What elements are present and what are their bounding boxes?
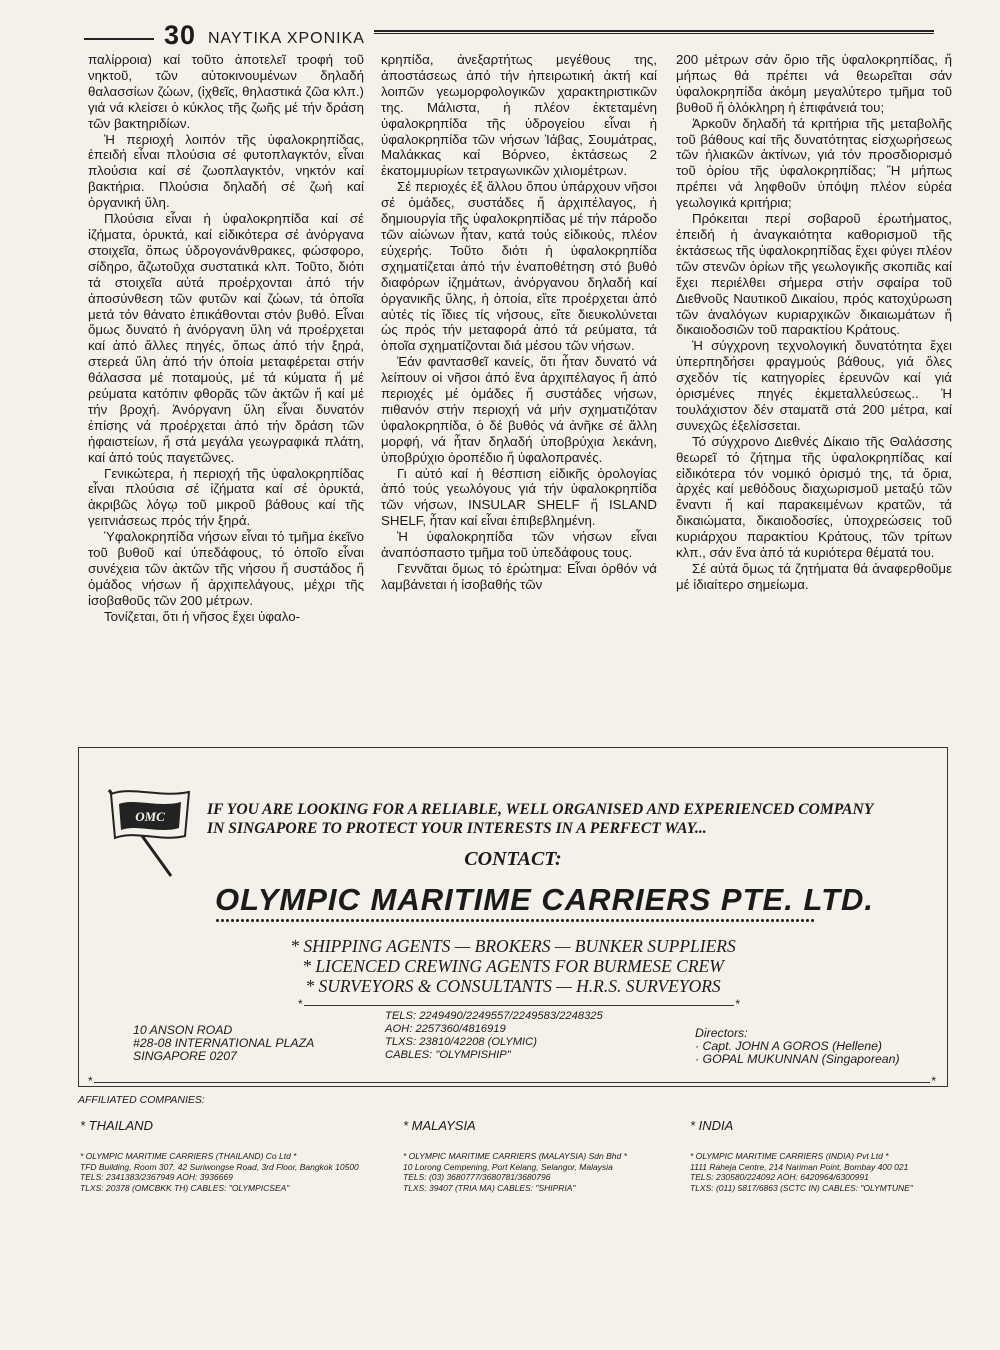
directors <box>695 1027 900 1066</box>
paragraph: Γεννᾶται ὅμως τό ἐρώτημα: Εἶναι ὀρθόν νά λαμβάνεται ἡ ἰσοβαθής τῶν <box>381 561 657 592</box>
contact-line: TELS: 2249490/2249557/2249583/2248325 <box>385 1010 603 1022</box>
affiliate-line: TFD Building, Room 307, 42 Suriwongse Road, 3rd Floor, Bangkok 10500 <box>80 1161 359 1172</box>
publication-title: ΝΑΥΤΙΚΑ ΧΡΟΝΙΚΑ <box>208 30 365 47</box>
paragraph: Πλούσια εἶναι ἡ ὑφαλοκρηπίδα καί σέ ἰζήματα, ὀρυκτά, καί εἰδικότερα σέ ἀνόργανα στοιχεῖα, ὅπως ὑδρογονάνθρακες, φώσφορο, σίδηρο, ἄζωτοῦχα συστατικά κλπ. Τοῦτο, διότι τά στοιχεῖα αὐτά προέρχονται ἀπό τήν ἀποσύνθεση τῶν φυτῶν καί ζώων, τά ὁποῖα μετά τόν θάνατο ἐπικάθονται στόν βυθό. Εἶναι ὅμως δυνατό ἡ ἀνόργανη ὕλη νά προέρχεται καί ἀπό ἄλλες πηγές, ὅπως ἀπό τήν ξηρά, στερεά ὕλη ἀπό τήν ὁποία μεταφέρεται στήν θάλασσα μέ ποταμούς, μέ τά κύματα ἤ μέ ρεύματα κατόπιν φθορᾶς τῶν ἀκτῶν ἤ καί μέ τήν βροχή. Ἀνόργανη ὕλη εἶναι δυνατόν ἐπίσης νά προέρχεται ἀπό τήν δράση τῶν ἡφαιστείων, ἤ στά μεγάλα γεωγραφικά πλάτη, καί ἀπό τούς παγετῶνες. <box>88 211 364 465</box>
contact-line: CABLES: "OLYMPISHIP" <box>385 1049 511 1061</box>
affiliate-line: TELS: (03) 3680777/3680781/3680796 <box>403 1172 551 1183</box>
directors-label: Directors: <box>695 1026 748 1040</box>
affiliate-thailand <box>80 1118 380 1193</box>
paragraph: Ἡ περιοχή λοιπόν τῆς ὑφαλοκρηπίδας, ἐπειδή εἶναι πλούσια σέ φυτοπλαγκτόν, εἶναι πλούσια καί σέ ζωοπλαγκτόν, νηκτόν καί βακτήρια. Πλούσια δηλαδή σέ ζωή καί ὀργανική ὕλη. <box>88 131 364 211</box>
header-rule-left <box>84 38 154 40</box>
affiliate-line: TLXS: 20378 (OMCBKK TH) CABLES: "OLYMPICSEA" <box>80 1182 290 1193</box>
affiliate-india <box>690 1118 990 1193</box>
paragraph: Τονίζεται, ὅτι ἡ νῆσος ἔχει ὑφαλο- <box>104 608 301 624</box>
paragraph: Σέ αὐτά ὅμως τά ζητήματα θά ἀναφερθοῦμε μέ ἰδιαίτερο σημείωμα. <box>676 561 952 592</box>
affiliate-country: * MALAYSIA <box>403 1118 476 1133</box>
contact-heading: CONTACT: <box>464 848 562 870</box>
paragraph: Ἡ σύγχρονη τεχνολογική δυνατότητα ἔχει ὑπερπηδήσει φραγμούς βάθους, γιά ὅλες σχεδόν τίς κατηγορίες ἐρευνῶν καί γιά ὁρισμένες πηγές ἐκμεταλλεύσεως.. Ἡ τουλάχιστον δέν σταματᾶ στά 200 μέτρα, καί συνεχῶς ἐξελίσσεται. <box>676 338 952 433</box>
affiliate-country: * INDIA <box>690 1118 734 1133</box>
ad-intro-line: IF YOU ARE LOOKING FOR A RELIABLE, WELL ORGANISED AND EXPERIENCED COMPANY <box>207 801 874 818</box>
paragraph: Ὑφαλοκρηπίδα νήσων εἶναι τό τμῆμα ἐκεῖνο τοῦ βυθοῦ καί ὑπεδάφους, τό ὁποῖο εἶναι συνέχεια τῶν ἀκτῶν τῆς νήσου ἤ συστάδος ἤ ὁμάδος νήσων ἤ ἀρχιπελάγους, μέχρι τῆς ἰσοβαθοῦς τῶν 200 μέτρων. <box>88 529 364 608</box>
affiliate-line: TELS: 230580/224092 AOH: 6420964/6300991 <box>690 1172 869 1183</box>
affiliates-divider <box>94 1082 930 1083</box>
affiliate-line: TLXS: 39407 (TRIA MA) CABLES: "SHIPRIA" <box>403 1182 576 1193</box>
service-item: * LICENCED CREWING AGENTS FOR BURMESE CREW <box>302 956 724 976</box>
article-column-2 <box>381 52 657 593</box>
affiliate-details <box>80 1151 380 1193</box>
paragraph: Πρόκειται περί σοβαροῦ ἐρωτήματος, ἐπειδή ἡ ἀναγκαιότητα καθορισμοῦ τῆς ἐκτάσεως τῆς ὑφαλοκρηπίδας ἔχει φύγει πλέον τῶν στενῶν ὁρίων τῆς γεωλογικῆς σκοπιᾶς καί ἔχει περιέλθει σήμερα στήν σφαίρα τοῦ Διεθνοῦς Ναυτικοῦ Δικαίου, πρός κατοχύρωση τῶν ἀναλόγων κυριαρχικῶν δικαιωμάτων ἤ δικαιοδοσιῶν τοῦ παρακτίου Κράτους. <box>676 211 952 338</box>
paragraph: 200 μέτρων σάν ὅριο τῆς ὑφαλοκρηπίδας, ἤ μήπως θά πρέπει νά θεωρεῖται σάν ὑφαλοκρηπίδα ἀκόμη μεγαλύτερο τμῆμα τοῦ βυθοῦ ἤ ὁλόκληρη ἡ ἐπιφάνειά του; <box>676 52 952 115</box>
affiliates-heading: AFFILIATED COMPANIES: <box>78 1094 205 1106</box>
affiliate-line: * OLYMPIC MARITIME CARRIERS (MALAYSIA) Sdn Bhd * <box>403 1151 627 1161</box>
paragraph: παλίρροια) καί τοῦτο ἀποτελεῖ τροφή τοῦ νηκτοῦ, τῶν αὐτοκινουμένων δηλαδή θαλασσίων ζώων, (ἰχθεῖς, θηλαστικά ζῶα κλπ.) γιά νά κλείσει ὁ κύκλος τῆς ζωῆς μέ τήν δράση τῶν βακτηριδίων. <box>88 52 364 131</box>
paragraph: κρηπίδα, ἀνεξαρτήτως μεγέθους της, ἀποστάσεως ἀπό τήν ἠπειρωτική ἀκτή καί λοιπῶν γεωμορφολογικῶν χαρακτηριστικῶν της. Μάλιστα, ἡ πλέον ἐκτεταμένη ὑφαλοκρηπίδα τῆς ὑδρογείου εἶναι ἡ ὑφαλοκρηπίδα τῶν νήσων Ἰάβας, Σουμάτρας, Μαλάκκας καί Βόρνεο, ἐκτάσεως 2 ἑκατομμυρίων τετραγωνικῶν χιλιομέτρων. <box>381 52 657 179</box>
affiliate-line: 1111 Raheja Centre, 214 Nariman Point, Bombay 400 021 <box>690 1161 909 1172</box>
affiliate-details <box>690 1151 990 1193</box>
article-column-1 <box>88 52 364 625</box>
header-rule-right-thin <box>374 33 934 34</box>
paragraph: Ἐάν φαντασθεῖ κανείς, ὅτι ἦταν δυνατό νά λείπουν οἱ νῆσοι ἀπό ἕνα ἀρχιπέλαγος ἤ ἀπό περιοχές μέ ὁμάδες ἤ συστάδες νήσων, πιθανόν στήν περιοχή νά μήν σχηματιζόταν ὑφαλοκρηπίδα, ὁ δέ βυθός νά ἀνῆκε σέ ἄλλη μορφή, νά ἦταν δηλαδή ὑποβρύχια λεκάνη, ὑποβρύχιο ὀροπέδιο ἤ ὑφαλοπρανές. <box>381 354 657 465</box>
address-line: 10 ANSON ROAD <box>133 1023 233 1037</box>
office-address <box>133 1024 314 1063</box>
advertisement-box <box>78 747 948 1087</box>
paragraph: Ἡ ὑφαλοκρηπίδα τῶν νήσων εἶναι ἀναπόσπαστο τμῆμα τοῦ ὑπεδάφους τους. <box>381 529 657 561</box>
paragraph: Γενικώτερα, ἡ περιοχή τῆς ὑφαλοκρηπίδας εἶναι πλούσια σέ ἰζήματα καί σέ ὀρυκτά, ἀκριβῶς λόγῳ τοῦ μικροῦ βάθους καί τῆς γειτνιάσεως πρός τήν ξηρά. <box>88 465 364 529</box>
affiliate-malaysia <box>403 1118 703 1193</box>
affiliate-country: * THAILAND <box>80 1118 153 1133</box>
director-name: · Capt. JOHN A GOROS (Hellene) <box>695 1039 882 1053</box>
address-line: SINGAPORE 0207 <box>133 1049 237 1063</box>
paragraph: Σέ περιοχές ἐξ ἄλλου ὅπου ὑπάρχουν νῆσοι σέ ὁμάδες, συστάδες ἤ ἀρχιπέλαγος, ἡ δημιουργία τῆς ὑφαλοκρηπίδας μέ τήν πάροδο τῶν αἰώνων ἦταν, κατά τούς εἰδικούς, πλέον εὐχερής. Τοῦτο διότι ἡ ὑφαλοκρηπίδα σχηματίζεται ἀπό τήν ἐναποθέτηση στό βυθό διαφόρων ἰζημάτων, ἀνόργανου δηλαδή καί ὀργανικῆς ὕλης, ἡ ὁποία, εἴτε προέρχεται ἀπό αὐτές τίς ἴδιες τίς νήσους, εἴτε διευκολύνεται ὡς πρός τήν μεταφορά ἀπό τά ρεύματα, τά ὁποῖα σχηματίζονται διά μέσου τῶν νήσων. <box>381 179 657 354</box>
ad-intro-line: IN SINGAPORE TO PROTECT YOUR INTERESTS IN A PERFECT WAY... <box>207 820 707 837</box>
ad-divider <box>304 1005 734 1006</box>
flag-lettering: OMC <box>135 809 165 824</box>
company-name: OLYMPIC MARITIME CARRIERS PTE. LTD. <box>215 882 875 917</box>
contact-line: TLXS: 23810/42208 (OLYMIC) <box>385 1036 537 1048</box>
paragraph: Τό σύγχρονο Διεθνές Δίκαιο τῆς Θαλάσσης θεωρεῖ τό ζήτημα τῆς ὑφαλοκρηπίδας καί εἰδικότερα τόν νομικό ὁρισμό της, τά ὅρια, ἀρχές καί μεθόδους διαχωρισμοῦ μεταξύ τῶν ἔναντι ἤ καί παρακειμένων κρατῶν, τά δικαιώματα, δικαιοδοσίες, ὑποχρεώσεις τοῦ κυριάρχου παρακτίου Κράτους, τῶν τρίτων κλπ., σάν ἕνα ἀπό τά κυριότερα θέματά του. <box>676 433 952 561</box>
paragraph: Ἀρκοῦν δηλαδή τά κριτήρια τῆς μεταβολῆς τοῦ βάθους καί τῆς δυνατότητας εἰσχωρήσεως τῶν ἡλιακῶν ἀκτίνων, γιά τόν προσδιορισμό τοῦ ὁρίου τῆς ὑφαλοκρηπίδας; Ἤ μήπως πρέπει νά ληφθοῦν ὑπόψη πλέον εὐρέα γεωλογικά κριτήρια; <box>676 115 952 211</box>
paragraph: Γι αὐτό καί ἡ θέσπιση εἰδικῆς ὁρολογίας ἀπό τούς γεωλόγους γιά τήν ὑφαλοκρηπίδα τῶν νήσων, INSULAR SHELF ἤ ISLAND SHELF, ἦταν καί εἶναι ἐπιβεβλημένη. <box>381 465 657 529</box>
affiliate-line: TLXS: (011) 5817/6863 (SCTC IN) CABLES: "OLYMTUNE" <box>690 1182 913 1193</box>
service-item: * SURVEYORS & CONSULTANTS — H.R.S. SURVEYORS <box>305 976 721 996</box>
service-item: * SHIPPING AGENTS — BROKERS — BUNKER SUPPLIERS <box>290 936 736 956</box>
header-rule-right <box>374 30 934 32</box>
contact-line: AOH: 2257360/4816919 <box>385 1023 506 1035</box>
contact-numbers <box>385 1010 603 1062</box>
affiliate-line: * OLYMPIC MARITIME CARRIERS (THAILAND) Co Ltd * <box>80 1151 297 1161</box>
affiliate-line: * OLYMPIC MARITIME CARRIERS (INDIA) Pvt Ltd * <box>690 1151 889 1161</box>
page-header <box>84 20 934 54</box>
address-line: #28-08 INTERNATIONAL PLAZA <box>133 1036 315 1050</box>
ad-intro <box>207 800 927 838</box>
article-column-3 <box>676 52 952 593</box>
affiliate-details <box>403 1151 703 1193</box>
affiliate-line: 10 Lorong Cempening, Port Kelang, Selangor, Malaysia <box>403 1161 613 1172</box>
director-name: · GOPAL MUKUNNAN (Singaporean) <box>695 1052 900 1066</box>
services-list <box>79 936 947 996</box>
affiliate-line: TELS: 2341383/2367949 AOH: 3936669 <box>80 1172 233 1183</box>
star-divider <box>215 918 815 923</box>
page-number: 30 <box>164 20 197 50</box>
